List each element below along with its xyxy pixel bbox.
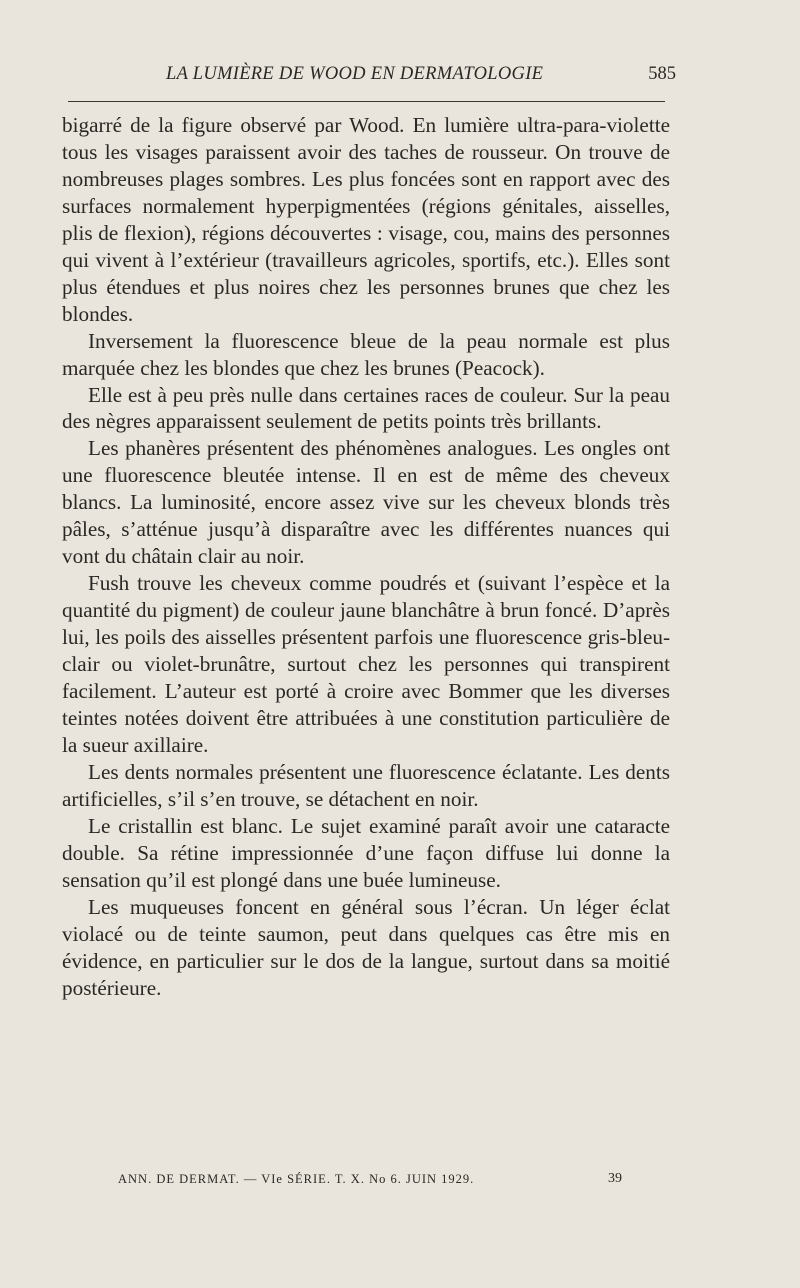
paragraph: Les phanères présentent des phénomènes analogues. Les ongles ont une fluorescence bleutée intense. Il en est de même des cheveux blancs. La luminosité, encore assez vive sur les cheveux blonds très pâles, s’atténue jusqu’à disparaître avec les différentes nuances qui vont du châtain clair au noir. <box>62 436 670 569</box>
journal-reference: ANN. DE DERMAT. — VIe SÉRIE. T. X. No 6. JUIN 1929. <box>118 1172 475 1186</box>
page-number: 585 <box>648 64 676 84</box>
page-header <box>62 64 676 94</box>
paragraph: Les muqueuses foncent en général sous l’écran. Un léger éclat violacé ou de teinte saumon, peut dans quelques cas être mis en évidence, en particulier sur le dos de la langue, surtout dans sa moitié postérieure. <box>62 894 670 1000</box>
paragraph: Inversement la fluorescence bleue de la peau normale est plus marquée chez les blondes que chez les brunes (Peacock). <box>62 328 670 380</box>
paragraph: bigarré de la figure observé par Wood. En lumière ultra-para-violette tous les visages paraissent avoir des taches de rousseur. On trouve de nombreuses plages sombres. Les plus foncées sont en rapport avec des surfaces normalement hyperpigmentées (régions génitales, aisselles, plis de flexion), régions découvertes : visage, cou, mains des personnes qui vivent à l’extérieur (travailleurs agricoles, sportifs, etc.). Elles sont plus étendues et plus noires chez les personnes brunes que chez les blondes. <box>62 113 670 326</box>
paragraph: Fush trouve les cheveux comme poudrés et (suivant l’espèce et la quantité du pigment) de couleur jaune blanchâtre à brun foncé. D’après lui, les poils des aisselles présentent parfois une fluorescence gris-bleu-clair ou violet-brunâtre, surtout chez les personnes qui transpirent facilement. L’auteur est porté à croire avec Bommer que les diverses teintes notées doivent être attribuées à une constitution particulière de la sueur axillaire. <box>62 571 670 757</box>
paragraph: Le cristallin est blanc. Le sujet examiné paraît avoir une cataracte double. Sa rétine impressionnée d’une façon diffuse lui donne la sensation qu’il est plongé dans une buée lumineuse. <box>62 813 670 892</box>
article-body <box>62 112 670 1001</box>
paragraph: Elle est à peu près nulle dans certaines races de couleur. Sur la peau des nègres apparaissent seulement de petits points très brillants. <box>62 382 670 434</box>
header-rule <box>68 101 665 102</box>
running-title: LA LUMIÈRE DE WOOD EN DERMATOLOGIE <box>166 64 544 84</box>
paragraph: Les dents normales présentent une fluorescence éclatante. Les dents artificielles, s’il s’en trouve, se détachent en noir. <box>62 759 670 811</box>
signature-number: 39 <box>608 1171 622 1186</box>
